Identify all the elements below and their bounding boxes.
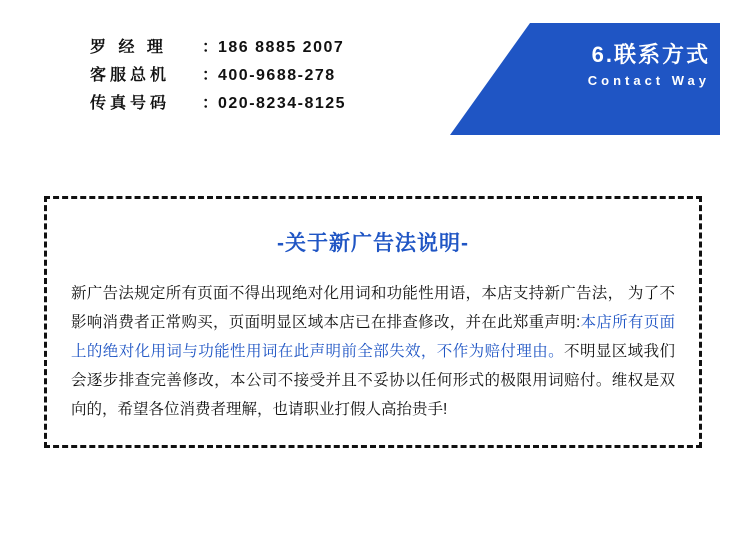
section-subtitle: Contact Way	[587, 73, 710, 88]
advertising-law-notice	[44, 196, 702, 448]
contact-row-manager	[90, 34, 510, 62]
notice-title: -关于新广告法说明-	[277, 232, 469, 255]
contact-list	[90, 34, 510, 118]
contact-row-fax	[90, 90, 510, 118]
notice-text-highlight: 本店所有页面上的绝对化用词与功能性用词在此声明前全部失效，不作为赔付理由。	[71, 314, 675, 360]
contact-label-fax: 传真号码	[90, 95, 171, 112]
contact-colon-manager: ：	[202, 39, 219, 56]
contact-value-manager: 186 8885 2007	[218, 39, 345, 56]
contact-colon-hotline: ：	[202, 67, 219, 84]
notice-text-part2: 不明显区域我们会逐步排查完善修改，本公司不接受并且不妥协以任何形式的极限用词赔付。维权是双向的，希望各位消费者理解，也请职业打假人高抬贵手!	[71, 343, 675, 418]
contact-label-hotline: 客服总机	[90, 67, 171, 84]
section-title: 6.联系方式	[591, 42, 710, 67]
notice-text-part1: 新广告法规定所有页面不得出现绝对化用词和功能性用语，本店支持新广告法， 为了不影响消费者正常购买，页面明显区域本店已在排查修改，并在此郑重声明:	[71, 285, 675, 331]
contact-colon-fax: ：	[202, 95, 219, 112]
contact-label-manager: 罗 经 理	[90, 39, 167, 56]
notice-body	[71, 279, 675, 424]
header-title-group	[588, 40, 710, 92]
contact-header	[0, 0, 750, 135]
contact-value-hotline: 400-9688-278	[218, 67, 336, 84]
contact-value-fax: 020-8234-8125	[218, 95, 347, 112]
contact-row-hotline	[90, 62, 510, 90]
